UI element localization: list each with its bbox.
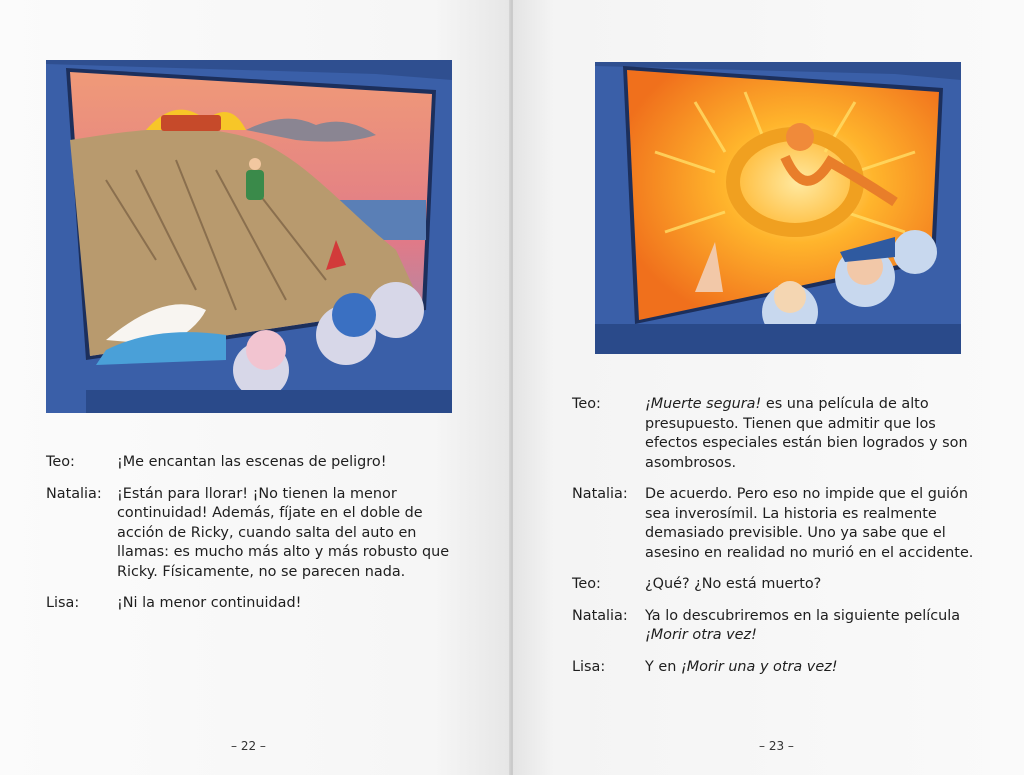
- dialogue-line: [572, 485, 992, 563]
- speech-text-rest: es una película de alto presupuesto. Tienen que admitir que los efectos especiales están bien logrados y son asombrosos.: [645, 396, 968, 471]
- dialogue-right: [572, 395, 992, 689]
- dialogue-line: [572, 607, 992, 646]
- speaker-label: Teo:: [572, 396, 601, 412]
- dialogue-line: [572, 575, 992, 595]
- speech-text: [645, 607, 992, 646]
- dialogue-line: [572, 395, 992, 473]
- speech-text: ¡Están para llorar! ¡No tienen la menor continuidad! Además, fíjate en el doble de acción de Ricky, cuando salta del auto en llamas: es mucho más alto y más robusto que Ricky. Físicamente, no se parecen nada.: [117, 485, 450, 580]
- speaker-label: Natalia:: [572, 486, 628, 502]
- dialogue-line: [46, 594, 466, 614]
- film-title: ¡Morir una y otra vez!: [680, 658, 838, 675]
- fire-explosion-illustration: [595, 62, 961, 354]
- speech-text: [645, 658, 992, 678]
- speech-text: De acuerdo. Pero eso no impide que el guión sea inverosímil. La historia es realmente demasiado previsible. Uno ya sabe que el asesino en realidad no murió en el accidente.: [645, 486, 974, 561]
- speech-text: ¡Me encantan las escenas de peligro!: [117, 454, 387, 470]
- speech-text-main: Y en: [645, 658, 681, 675]
- dialogue-line: [46, 485, 466, 583]
- speaker-label: Teo:: [46, 454, 75, 470]
- speech-text: ¡Ni la menor continuidad!: [117, 595, 302, 611]
- dialogue-left: [46, 453, 466, 626]
- film-title: ¡Muerte segura!: [645, 396, 762, 412]
- left-page: [0, 0, 511, 775]
- film-title: ¡Morir otra vez!: [645, 627, 757, 643]
- speaker-label: Lisa:: [572, 658, 606, 675]
- speech-text: [645, 395, 992, 473]
- speech-text-main: Ya lo descubriremos en la siguiente película: [645, 607, 961, 624]
- page-number: – 23 –: [759, 739, 794, 753]
- speaker-label: Lisa:: [46, 595, 80, 611]
- speaker-label: Natalia:: [46, 485, 102, 502]
- right-page: [513, 0, 1024, 775]
- cliff-jump-illustration: [46, 60, 452, 413]
- speaker-label: Teo:: [572, 576, 601, 592]
- dialogue-line: [572, 658, 992, 678]
- speaker-label: Natalia:: [572, 607, 628, 624]
- dialogue-line: [46, 453, 466, 473]
- page-number: – 22 –: [231, 739, 266, 753]
- speech-text: ¿Qué? ¿No está muerto?: [645, 576, 822, 592]
